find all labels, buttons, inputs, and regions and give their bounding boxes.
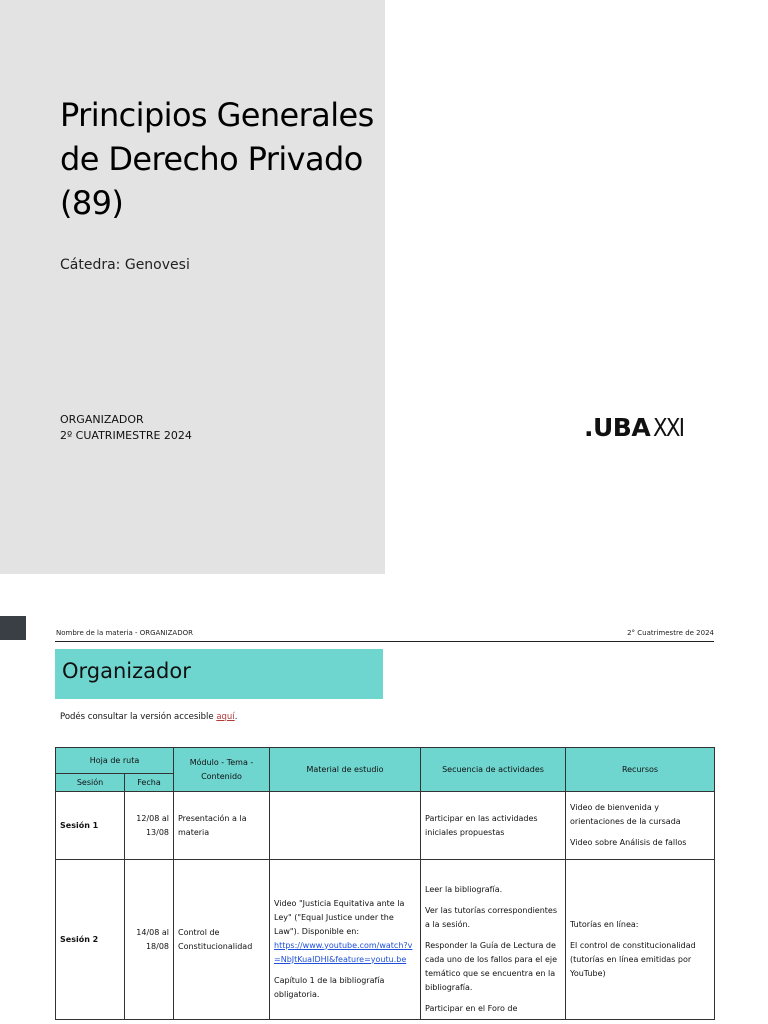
resource-item: Tutorías en línea: xyxy=(570,919,639,929)
cell-secuencia xyxy=(421,792,566,860)
header-material: Material de estudio xyxy=(270,748,421,792)
course-title-line-2: de Derecho Privado xyxy=(60,140,363,178)
table-row xyxy=(56,860,715,1020)
course-title xyxy=(60,93,380,225)
access-end: . xyxy=(234,712,238,722)
activity-item: Participar en el Foro de xyxy=(425,1003,518,1013)
cover-meta xyxy=(60,412,192,444)
cell-material xyxy=(270,792,421,860)
header-period: 2° Cuatrimestre de 2024 xyxy=(627,629,714,637)
resource-item: Video de bienvenida y orientaciones de la cursada xyxy=(570,803,681,826)
cell-recursos xyxy=(566,792,715,860)
activity-item: Leer la bibliografía. xyxy=(425,884,503,894)
header-sesion: Sesión xyxy=(56,774,125,792)
uba-xxi-logo xyxy=(584,412,689,447)
header-hoja-de-ruta: Hoja de ruta xyxy=(56,748,174,774)
organizer-table xyxy=(55,747,715,1020)
cell-fecha: 12/08 al 13/08 xyxy=(125,792,174,860)
header-subject: Nombre de la materia - ORGANIZADOR xyxy=(56,629,193,637)
material-item xyxy=(274,897,416,967)
material-intro: Video "Justicia Equitativa ante la Ley" ("Equal Justice under the Law"). Disponible en: xyxy=(274,898,405,936)
activity-item: Participar en las actividades iniciales propuestas xyxy=(425,813,538,837)
cell-material xyxy=(270,860,421,1020)
cell-recursos xyxy=(566,860,715,1020)
cover-panel xyxy=(0,0,385,574)
page-header xyxy=(55,627,714,642)
activity-item: Ver las tutorías correspondientes a la sesión. xyxy=(425,905,558,929)
accessible-version-link[interactable]: aquí xyxy=(216,712,235,722)
cell-fecha: 14/08 al 18/08 xyxy=(125,860,174,1020)
material-item: Capítulo 1 de la bibliografía obligatoria. xyxy=(274,975,385,999)
section-title: Organizador xyxy=(62,659,191,683)
cell-modulo: Presentación a la materia xyxy=(174,792,270,860)
resource-item: El control de constitucionalidad (tutorías en línea emitidas por YouTube) xyxy=(570,940,696,978)
header-secuencia: Secuencia de actividades xyxy=(421,748,566,792)
accessible-version-note xyxy=(60,712,237,722)
header-modulo: Módulo - Tema - Contenido xyxy=(174,748,270,792)
access-text: Podés consultar la versión accesible xyxy=(60,712,217,722)
course-title-line-3: (89) xyxy=(60,184,124,222)
header-fecha: Fecha xyxy=(125,774,174,792)
side-tab-marker xyxy=(0,616,26,640)
table-row xyxy=(56,792,715,860)
logo-brand: .UBA xyxy=(584,413,651,442)
logo-suffix: XXI xyxy=(653,413,684,442)
resource-item: Video sobre Análisis de fallos xyxy=(570,838,687,847)
header-recursos: Recursos xyxy=(566,748,715,792)
cell-sesion: Sesión 1 xyxy=(56,792,125,860)
catedra-label: Cátedra: Genovesi xyxy=(60,257,190,273)
cell-secuencia xyxy=(421,860,566,1020)
cell-sesion: Sesión 2 xyxy=(56,860,125,1020)
document-type: ORGANIZADOR xyxy=(60,413,144,426)
activity-item: Responder la Guía de Lectura de cada uno de los fallos para el eje temático que se encuentra en la bibliografía. xyxy=(425,940,558,992)
period-label: 2º CUATRIMESTRE 2024 xyxy=(60,429,192,442)
section-banner xyxy=(55,649,383,699)
course-title-line-1: Principios Generales xyxy=(60,96,374,134)
cell-modulo: Control de Constitucionalidad xyxy=(174,860,270,1020)
youtube-video-link[interactable]: https://www.youtube.com/watch?v=NbJtKuaIDHI&feature=youtu.be xyxy=(274,940,413,964)
